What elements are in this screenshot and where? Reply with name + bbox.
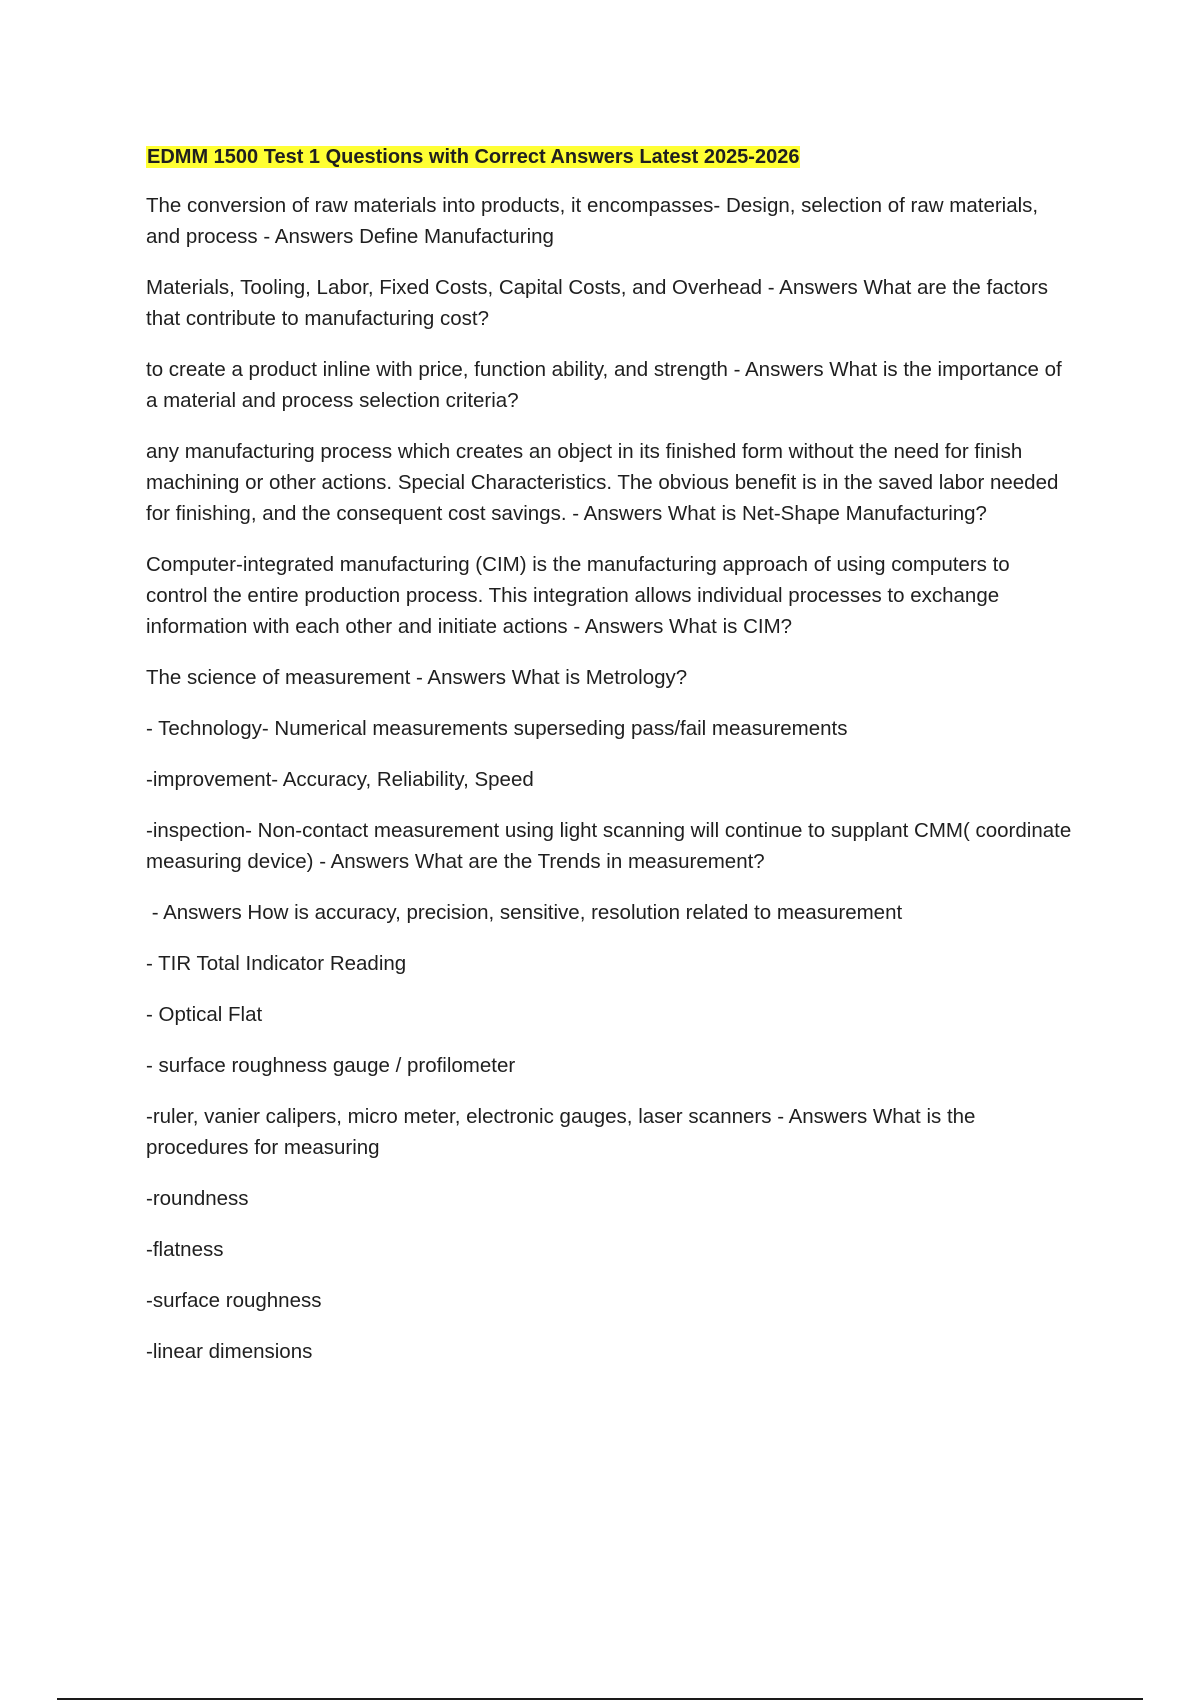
title-highlight: EDMM 1500 Test 1 Questions with Correct Answers Latest 2025-2026 [147, 146, 800, 168]
paragraph: -flatness [146, 1238, 224, 1261]
paragraph: -improvement- Accuracy, Reliability, Speed [146, 768, 534, 791]
paragraph: -inspection- Non-contact measurement using light scanning will continue to supplant CMM( coordinate measuring device) - Answers What are the Trends in measurement? [146, 819, 1077, 873]
paragraph: - surface roughness gauge / profilometer [146, 1054, 516, 1077]
document-body [146, 144, 1076, 1387]
paragraph: Computer-integrated manufacturing (CIM) is the manufacturing approach of using computers to control the entire production process. This integration allows individual processes to exchange information with each other and initiate actions - Answers What is CIM? [146, 553, 1016, 638]
paragraph: - Technology- Numerical measurements superseding pass/fail measurements [146, 717, 848, 740]
paragraph: - Answers How is accuracy, precision, sensitive, resolution related to measurement [146, 901, 903, 924]
paragraph: -surface roughness [146, 1289, 322, 1312]
paragraph: -linear dimensions [146, 1340, 313, 1363]
paragraph: - TIR Total Indicator Reading [146, 952, 407, 975]
paragraph: The conversion of raw materials into products, it encompasses- Design, selection of raw materials, and process - Answers Define Manufacturing [146, 194, 1044, 248]
document-title [146, 144, 1076, 170]
paragraph: - Optical Flat [146, 1003, 263, 1026]
paragraph: The science of measurement - Answers What is Metrology? [146, 666, 688, 689]
paragraph: Materials, Tooling, Labor, Fixed Costs, Capital Costs, and Overhead - Answers What are the factors that contribute to manufacturing cost? [146, 276, 1054, 330]
paragraph: -roundness [146, 1187, 249, 1210]
paragraph: any manufacturing process which creates an object in its finished form without the need for finish machining or other actions. Special Characteristics. The obvious benefit is in the saved labor needed for finishing, and the consequent cost savings. - Answers What is Net-Shape Manufacturing? [146, 440, 1065, 525]
paragraph: -ruler, vanier calipers, micro meter, electronic gauges, laser scanners - Answers What is the procedures for measuring [146, 1105, 982, 1159]
paragraph: to create a product inline with price, function ability, and strength - Answers What is the importance of a material and process selection criteria? [146, 358, 1068, 412]
